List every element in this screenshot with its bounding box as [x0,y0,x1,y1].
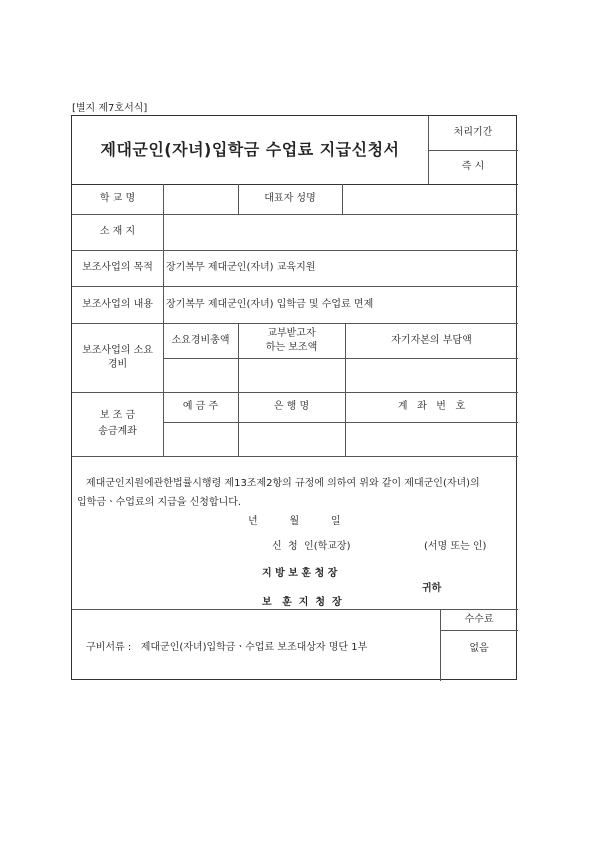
recipient-branch-office: 보 훈 지 청 장 [262,597,342,608]
school-name-field[interactable] [163,184,238,214]
applicant-label: 신 청 인(학교장) [272,541,351,552]
total-cost-header: 소요경비총액 [171,334,230,346]
application-date[interactable]: 년 월 일 [248,516,341,527]
form-number-label: [별지 제7호서식] [72,103,148,114]
content-value: 장기복무 제대군인(자녀) 입학금 및 수업료 면제 [166,298,374,310]
application-form [71,115,517,680]
required-documents: 구비서류 : 제대군인(자녀)입학금ㆍ수업료 보조대상자 명단 1부 [86,642,368,654]
fee-label: 수수료 [464,613,494,625]
signature-placeholder[interactable]: (서명 또는 인) [424,541,487,552]
subsidy-amount-header: 교부받고자 하는 보조액 [265,328,318,353]
subsidy-amount-field[interactable] [238,358,345,392]
location-field[interactable] [166,214,516,250]
remittance-account-label: 보 조 금 송금계좌 [98,410,137,437]
bank-name-header: 은 행 명 [273,401,310,413]
representative-name-field[interactable] [342,184,518,214]
content-label: 보조사업의 내용 [82,298,153,310]
location-label: 소 재 지 [99,226,136,238]
account-number-field[interactable] [345,422,518,456]
purpose-value: 장기복무 제대군인(자녀) 교육지원 [166,262,316,274]
statement-line-1: 제대군인지원에관한법률시행령 제13조제2항의 규정에 의하여 위와 같이 제대군인(자녀)의 [86,478,480,489]
recipient-regional-office: 지 방 보 훈 청 장 [262,568,338,579]
account-holder-header: 예 금 주 [182,401,219,413]
processing-period-value: 즉 시 [461,161,485,173]
account-number-header: 계 좌 번 호 [397,401,466,413]
statement-line-2: 입학금ㆍ수업료의 지급을 신청합니다. [77,497,242,508]
bank-name-field[interactable] [238,422,345,456]
cost-label: 보조사업의 소요경비 [82,345,153,370]
representative-name-label: 대표자 성명 [264,193,316,205]
self-burden-header: 자기자본의 부담액 [391,334,472,346]
recipient-honorific: 귀하 [422,583,442,594]
account-holder-field[interactable] [163,422,238,456]
form-title: 제대군인(자녀)입학금 수업료 지급신청서 [100,140,400,160]
processing-period-label: 처리기간 [453,127,493,139]
school-name-label: 학 교 명 [99,193,136,205]
fee-value: 없음 [469,643,489,655]
total-cost-field[interactable] [163,358,238,392]
purpose-label: 보조사업의 목적 [82,262,153,274]
self-burden-field[interactable] [345,358,518,392]
